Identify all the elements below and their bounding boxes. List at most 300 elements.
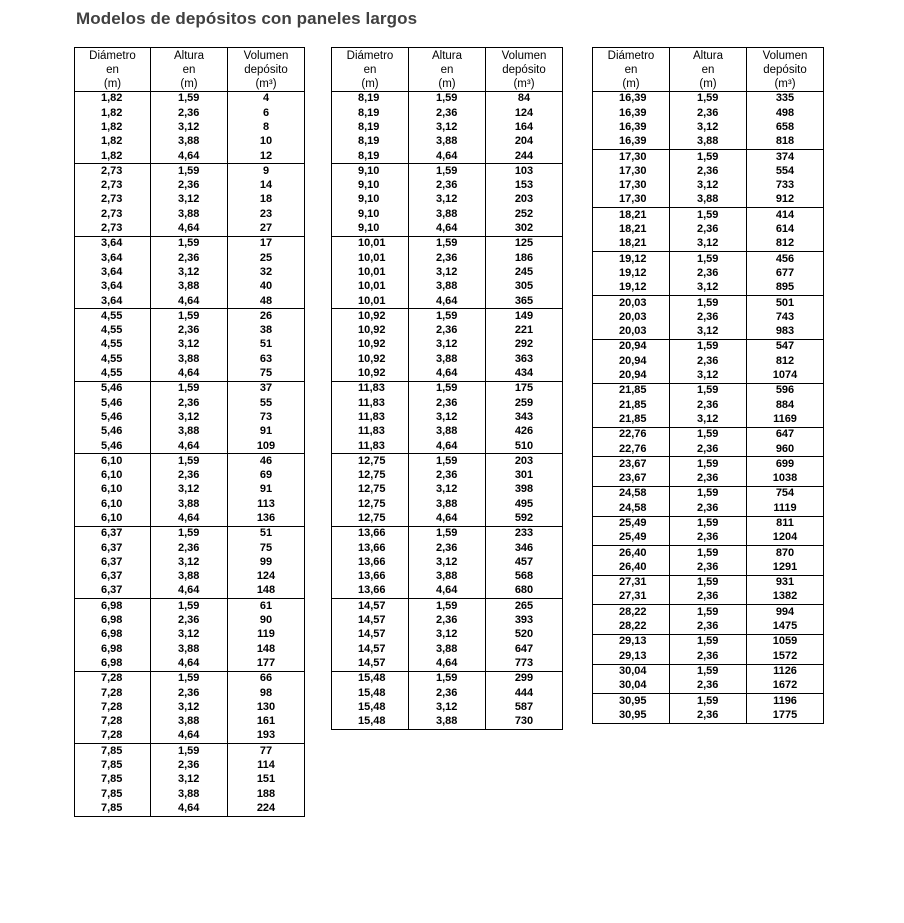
table-row [332, 193, 563, 207]
cell-diameter: 20,03 [593, 325, 670, 340]
cell-volume: 113 [228, 497, 305, 511]
cell-height: 2,36 [670, 708, 747, 723]
cell-diameter: 9,10 [332, 222, 409, 237]
table-row [332, 541, 563, 555]
cell-diameter: 21,85 [593, 383, 670, 398]
table-row [332, 454, 563, 469]
cell-diameter: 12,75 [332, 469, 409, 483]
cell-diameter: 14,57 [332, 628, 409, 642]
cell-height: 2,36 [151, 614, 228, 628]
cell-volume: 109 [228, 439, 305, 454]
table-row [593, 472, 824, 487]
cell-volume: 204 [486, 135, 563, 149]
cell-diameter: 2,73 [75, 193, 151, 207]
cell-diameter: 6,98 [75, 657, 151, 672]
cell-volume: 510 [486, 439, 563, 454]
table-row [75, 396, 305, 410]
table-row [75, 106, 305, 120]
cell-diameter: 1,82 [75, 106, 151, 120]
cell-volume: 124 [228, 570, 305, 584]
cell-diameter: 15,48 [332, 686, 409, 700]
table-row [593, 92, 824, 107]
cell-diameter: 6,98 [75, 628, 151, 642]
cell-height: 1,59 [670, 457, 747, 472]
table-row [332, 106, 563, 120]
table-row [332, 715, 563, 730]
cell-height: 1,59 [670, 487, 747, 502]
cell-volume: 434 [486, 367, 563, 382]
header-height: Altura en (m) [670, 48, 747, 92]
table-row [75, 787, 305, 801]
cell-volume: 730 [486, 715, 563, 730]
table-row [593, 664, 824, 679]
table-row [332, 381, 563, 396]
cell-height: 3,12 [151, 193, 228, 207]
cell-diameter: 3,64 [75, 294, 151, 309]
table-row [75, 411, 305, 425]
cell-diameter: 20,94 [593, 369, 670, 384]
table-row [75, 729, 305, 744]
cell-diameter: 18,21 [593, 237, 670, 252]
cell-height: 2,36 [670, 310, 747, 324]
cell-volume: 114 [228, 759, 305, 773]
cell-height: 3,12 [670, 179, 747, 193]
cell-volume: 75 [228, 541, 305, 555]
cell-height: 3,88 [151, 352, 228, 366]
table-row [332, 251, 563, 265]
cell-diameter: 13,66 [332, 556, 409, 570]
cell-volume: 895 [747, 281, 824, 296]
cell-diameter: 7,28 [75, 729, 151, 744]
cell-volume: 14 [228, 179, 305, 193]
table-row [332, 425, 563, 439]
cell-volume: 1169 [747, 413, 824, 428]
cell-diameter: 10,92 [332, 338, 409, 352]
cell-height: 3,12 [409, 556, 486, 570]
cell-height: 1,59 [409, 381, 486, 396]
table-row [332, 512, 563, 527]
cell-height: 1,59 [670, 634, 747, 649]
cell-height: 3,12 [409, 411, 486, 425]
table-row [75, 686, 305, 700]
tank-table-3 [592, 47, 824, 724]
cell-diameter: 24,58 [593, 501, 670, 516]
cell-height: 1,59 [409, 164, 486, 179]
tank-table-1 [74, 47, 305, 817]
cell-height: 3,88 [151, 207, 228, 221]
cell-height: 1,59 [151, 92, 228, 107]
cell-volume: 1775 [747, 708, 824, 723]
cell-volume: 77 [228, 744, 305, 759]
cell-diameter: 10,92 [332, 367, 409, 382]
cell-diameter: 3,64 [75, 280, 151, 294]
cell-diameter: 6,98 [75, 599, 151, 614]
cell-diameter: 21,85 [593, 413, 670, 428]
table-row [75, 179, 305, 193]
cell-volume: 680 [486, 584, 563, 599]
table-row [75, 657, 305, 672]
cell-diameter: 25,49 [593, 531, 670, 546]
cell-diameter: 11,83 [332, 411, 409, 425]
cell-diameter: 7,85 [75, 759, 151, 773]
cell-diameter: 3,64 [75, 266, 151, 280]
cell-volume: 40 [228, 280, 305, 294]
cell-diameter: 2,73 [75, 222, 151, 237]
cell-diameter: 12,75 [332, 497, 409, 511]
cell-diameter: 18,21 [593, 208, 670, 223]
cell-diameter: 7,28 [75, 686, 151, 700]
table-row [593, 281, 824, 296]
cell-height: 1,59 [670, 516, 747, 531]
cell-volume: 414 [747, 208, 824, 223]
table-row [75, 512, 305, 527]
cell-diameter: 7,28 [75, 715, 151, 729]
table-row [75, 338, 305, 352]
table-row [75, 207, 305, 221]
cell-volume: 10 [228, 135, 305, 149]
cell-diameter: 10,01 [332, 280, 409, 294]
table-row [332, 483, 563, 497]
cell-volume: 98 [228, 686, 305, 700]
cell-height: 3,12 [409, 193, 486, 207]
cell-diameter: 4,55 [75, 367, 151, 382]
table-row [593, 634, 824, 649]
cell-height: 4,64 [151, 729, 228, 744]
cell-volume: 69 [228, 469, 305, 483]
cell-volume: 587 [486, 700, 563, 714]
cell-volume: 495 [486, 497, 563, 511]
cell-diameter: 20,94 [593, 340, 670, 355]
cell-diameter: 6,37 [75, 556, 151, 570]
cell-diameter: 14,57 [332, 614, 409, 628]
cell-height: 3,12 [151, 338, 228, 352]
cell-height: 4,64 [151, 584, 228, 599]
cell-diameter: 6,37 [75, 584, 151, 599]
cell-volume: 265 [486, 599, 563, 614]
table-row [75, 759, 305, 773]
cell-diameter: 4,55 [75, 338, 151, 352]
cell-diameter: 5,46 [75, 411, 151, 425]
cell-volume: 90 [228, 614, 305, 628]
cell-diameter: 2,73 [75, 179, 151, 193]
cell-volume: 51 [228, 338, 305, 352]
table-row [332, 439, 563, 454]
table-row [593, 135, 824, 150]
cell-diameter: 23,67 [593, 457, 670, 472]
cell-volume: 73 [228, 411, 305, 425]
cell-height: 1,59 [151, 454, 228, 469]
cell-diameter: 13,66 [332, 570, 409, 584]
cell-volume: 884 [747, 398, 824, 412]
cell-diameter: 10,92 [332, 324, 409, 338]
cell-diameter: 15,48 [332, 700, 409, 714]
table-row [332, 324, 563, 338]
cell-diameter: 6,37 [75, 541, 151, 555]
cell-volume: 818 [747, 135, 824, 150]
cell-diameter: 29,13 [593, 649, 670, 664]
table-row [332, 179, 563, 193]
cell-diameter: 19,12 [593, 252, 670, 267]
table-row [593, 252, 824, 267]
table-row [332, 280, 563, 294]
cell-volume: 18 [228, 193, 305, 207]
cell-volume: 148 [228, 584, 305, 599]
table-row [75, 556, 305, 570]
table-row [593, 605, 824, 620]
cell-height: 2,36 [409, 686, 486, 700]
cell-height: 1,59 [670, 92, 747, 107]
cell-height: 2,36 [409, 541, 486, 555]
cell-diameter: 5,46 [75, 425, 151, 439]
table-row [332, 700, 563, 714]
cell-height: 3,12 [409, 700, 486, 714]
cell-height: 1,59 [409, 236, 486, 251]
cell-height: 2,36 [670, 472, 747, 487]
cell-diameter: 12,75 [332, 483, 409, 497]
cell-volume: 233 [486, 526, 563, 541]
table-row [332, 642, 563, 656]
cell-diameter: 13,66 [332, 526, 409, 541]
cell-diameter: 6,10 [75, 512, 151, 527]
cell-diameter: 6,10 [75, 469, 151, 483]
cell-volume: 647 [747, 427, 824, 442]
cell-diameter: 19,12 [593, 267, 670, 281]
cell-volume: 26 [228, 309, 305, 324]
table-row [593, 620, 824, 635]
cell-height: 3,88 [151, 715, 228, 729]
table-row [593, 501, 824, 516]
cell-volume: 221 [486, 324, 563, 338]
cell-height: 4,64 [151, 439, 228, 454]
table-row [593, 694, 824, 709]
cell-diameter: 11,83 [332, 425, 409, 439]
cell-height: 2,36 [670, 561, 747, 576]
table-row [332, 338, 563, 352]
cell-diameter: 8,19 [332, 106, 409, 120]
cell-height: 1,59 [670, 575, 747, 590]
cell-height: 2,36 [151, 686, 228, 700]
cell-volume: 51 [228, 526, 305, 541]
cell-volume: 374 [747, 150, 824, 165]
cell-volume: 398 [486, 483, 563, 497]
table-row [593, 575, 824, 590]
cell-volume: 103 [486, 164, 563, 179]
cell-diameter: 23,67 [593, 472, 670, 487]
cell-diameter: 7,28 [75, 671, 151, 686]
cell-height: 4,64 [151, 512, 228, 527]
cell-volume: 305 [486, 280, 563, 294]
header-diameter: Diámetro en (m) [332, 48, 409, 92]
cell-diameter: 26,40 [593, 561, 670, 576]
cell-height: 2,36 [670, 531, 747, 546]
cell-diameter: 9,10 [332, 207, 409, 221]
cell-height: 3,88 [151, 642, 228, 656]
cell-height: 1,59 [151, 671, 228, 686]
cell-height: 3,88 [409, 280, 486, 294]
cell-height: 3,88 [151, 280, 228, 294]
cell-height: 3,88 [409, 642, 486, 656]
cell-diameter: 2,73 [75, 207, 151, 221]
cell-height: 4,64 [409, 584, 486, 599]
cell-volume: 1672 [747, 679, 824, 694]
cell-diameter: 6,10 [75, 483, 151, 497]
table-row [593, 442, 824, 457]
cell-height: 1,59 [409, 526, 486, 541]
cell-diameter: 2,73 [75, 164, 151, 179]
cell-volume: 1204 [747, 531, 824, 546]
cell-volume: 153 [486, 179, 563, 193]
cell-volume: 498 [747, 106, 824, 120]
cell-diameter: 12,75 [332, 454, 409, 469]
cell-volume: 4 [228, 92, 305, 107]
cell-diameter: 14,57 [332, 599, 409, 614]
table-row [75, 570, 305, 584]
table-row [75, 193, 305, 207]
cell-height: 2,36 [670, 679, 747, 694]
cell-volume: 1572 [747, 649, 824, 664]
table-row [75, 497, 305, 511]
cell-volume: 203 [486, 454, 563, 469]
cell-height: 2,36 [670, 620, 747, 635]
cell-height: 1,59 [409, 92, 486, 107]
cell-diameter: 28,22 [593, 605, 670, 620]
table-row [593, 310, 824, 324]
table-row [593, 150, 824, 165]
table-row [75, 367, 305, 382]
cell-volume: 299 [486, 671, 563, 686]
table-row [332, 396, 563, 410]
table-row [75, 236, 305, 251]
cell-height: 3,12 [409, 266, 486, 280]
table-row [593, 164, 824, 178]
cell-height: 4,64 [409, 294, 486, 309]
table-row [75, 526, 305, 541]
cell-diameter: 5,46 [75, 439, 151, 454]
table-row [75, 773, 305, 787]
cell-height: 4,64 [409, 149, 486, 164]
table-row [75, 642, 305, 656]
cell-height: 3,12 [151, 121, 228, 135]
cell-volume: 124 [486, 106, 563, 120]
cell-volume: 63 [228, 352, 305, 366]
cell-height: 4,64 [409, 439, 486, 454]
table-row [593, 487, 824, 502]
cell-volume: 554 [747, 164, 824, 178]
cell-diameter: 18,21 [593, 223, 670, 237]
table-row [593, 267, 824, 281]
table-row [332, 570, 563, 584]
cell-height: 1,59 [151, 526, 228, 541]
cell-height: 1,59 [151, 744, 228, 759]
cell-height: 2,36 [151, 469, 228, 483]
cell-volume: 568 [486, 570, 563, 584]
cell-diameter: 16,39 [593, 135, 670, 150]
cell-volume: 501 [747, 296, 824, 311]
table-row [332, 686, 563, 700]
cell-volume: 983 [747, 325, 824, 340]
cell-diameter: 14,57 [332, 657, 409, 672]
cell-volume: 658 [747, 121, 824, 135]
cell-diameter: 17,30 [593, 164, 670, 178]
cell-height: 2,36 [409, 396, 486, 410]
table-row [593, 296, 824, 311]
cell-volume: 1382 [747, 590, 824, 605]
cell-height: 4,64 [151, 149, 228, 164]
cell-height: 2,36 [670, 501, 747, 516]
cell-volume: 9 [228, 164, 305, 179]
cell-height: 3,12 [151, 483, 228, 497]
cell-height: 3,12 [409, 121, 486, 135]
cell-volume: 994 [747, 605, 824, 620]
cell-volume: 75 [228, 367, 305, 382]
cell-volume: 125 [486, 236, 563, 251]
cell-diameter: 15,48 [332, 671, 409, 686]
table-row [332, 352, 563, 366]
table-row [75, 454, 305, 469]
table-row [593, 516, 824, 531]
cell-diameter: 28,22 [593, 620, 670, 635]
table-row [75, 135, 305, 149]
cell-diameter: 16,39 [593, 92, 670, 107]
cell-diameter: 16,39 [593, 121, 670, 135]
cell-height: 4,64 [151, 367, 228, 382]
cell-volume: 547 [747, 340, 824, 355]
cell-diameter: 6,37 [75, 526, 151, 541]
cell-height: 2,36 [151, 396, 228, 410]
table-row [593, 325, 824, 340]
cell-height: 1,59 [151, 236, 228, 251]
cell-height: 4,64 [409, 367, 486, 382]
cell-diameter: 4,55 [75, 324, 151, 338]
cell-height: 2,36 [409, 106, 486, 120]
cell-height: 1,59 [151, 164, 228, 179]
cell-diameter: 6,37 [75, 570, 151, 584]
cell-diameter: 1,82 [75, 92, 151, 107]
table-row [593, 398, 824, 412]
cell-height: 3,12 [151, 556, 228, 570]
cell-volume: 149 [486, 309, 563, 324]
cell-height: 3,12 [670, 281, 747, 296]
table-row [593, 708, 824, 723]
cell-volume: 193 [228, 729, 305, 744]
cell-diameter: 8,19 [332, 135, 409, 149]
table-row [593, 561, 824, 576]
table-row [75, 294, 305, 309]
cell-volume: 177 [228, 657, 305, 672]
table-row [75, 483, 305, 497]
table-row [593, 223, 824, 237]
table-row [332, 135, 563, 149]
table-row [75, 744, 305, 759]
cell-height: 3,88 [409, 425, 486, 439]
cell-diameter: 6,10 [75, 454, 151, 469]
table-row [593, 427, 824, 442]
table-row [75, 149, 305, 164]
cell-height: 3,88 [409, 135, 486, 149]
cell-volume: 870 [747, 546, 824, 561]
table-row [332, 657, 563, 672]
cell-volume: 301 [486, 469, 563, 483]
cell-diameter: 16,39 [593, 106, 670, 120]
cell-height: 4,64 [151, 802, 228, 817]
header-row [593, 48, 824, 92]
cell-volume: 592 [486, 512, 563, 527]
table-row [332, 469, 563, 483]
cell-volume: 1291 [747, 561, 824, 576]
cell-diameter: 10,92 [332, 352, 409, 366]
cell-diameter: 12,75 [332, 512, 409, 527]
cell-diameter: 3,64 [75, 251, 151, 265]
